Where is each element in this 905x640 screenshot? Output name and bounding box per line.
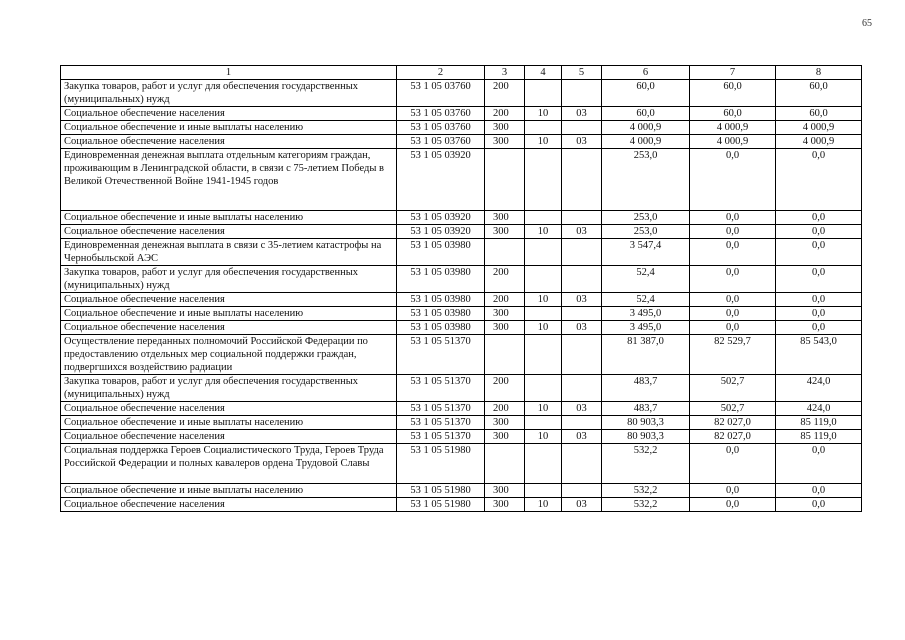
row-value-2021-cell: 4 000,9 [602,135,690,149]
row-vr-cell: 300 [485,321,525,335]
column-header: 7 [690,66,776,80]
row-value-2023-cell: 0,0 [776,484,862,498]
row-name-cell: Социальное обеспечение населения [61,293,397,307]
table-row [61,80,862,107]
row-section-cell: 10 [525,107,562,121]
row-value-2023-cell: 0,0 [776,293,862,307]
row-code-cell: 53 1 05 03920 [397,211,485,225]
row-section-cell [525,80,562,107]
table-row [61,266,862,293]
row-vr-cell [485,149,525,211]
table-row [61,121,862,135]
table-row [61,335,862,375]
row-value-2021-cell: 532,2 [602,484,690,498]
row-value-2022-cell: 82 529,7 [690,335,776,375]
row-subsection-cell [562,211,602,225]
row-value-2021-cell: 532,2 [602,498,690,512]
row-value-2023-cell: 0,0 [776,211,862,225]
row-name-cell: Закупка товаров, работ и услуг для обеспечения государственных (муниципальных) нужд [61,375,397,402]
row-subsection-cell [562,444,602,484]
row-vr-cell [485,335,525,375]
row-vr-cell [485,239,525,266]
table-row [61,484,862,498]
column-header: 3 [485,66,525,80]
row-subsection-cell [562,149,602,211]
row-vr-cell: 300 [485,430,525,444]
row-name-cell: Социальное обеспечение населения [61,135,397,149]
row-name-cell: Социальное обеспечение населения [61,321,397,335]
row-subsection-cell: 03 [562,498,602,512]
row-section-cell: 10 [525,293,562,307]
row-section-cell: 10 [525,430,562,444]
row-name-cell: Социальное обеспечение и иные выплаты населению [61,307,397,321]
row-value-2021-cell: 4 000,9 [602,121,690,135]
table-row [61,239,862,266]
row-value-2023-cell: 0,0 [776,266,862,293]
row-code-cell: 53 1 05 03760 [397,80,485,107]
row-value-2022-cell: 60,0 [690,80,776,107]
row-name-cell: Закупка товаров, работ и услуг для обеспечения государственных (муниципальных) нужд [61,80,397,107]
row-subsection-cell [562,266,602,293]
row-code-cell: 53 1 05 03760 [397,121,485,135]
row-code-cell: 53 1 05 03920 [397,149,485,211]
row-section-cell: 10 [525,402,562,416]
row-value-2021-cell: 253,0 [602,149,690,211]
row-value-2021-cell: 60,0 [602,80,690,107]
row-value-2023-cell: 60,0 [776,107,862,121]
row-value-2022-cell: 0,0 [690,239,776,266]
row-vr-cell [485,444,525,484]
row-section-cell [525,239,562,266]
row-name-cell: Социальное обеспечение и иные выплаты населению [61,211,397,225]
column-header: 4 [525,66,562,80]
row-name-cell: Социальная поддержка Героев Социалистического Труда, Героев Труда Российской Федерации и полных кавалеров ордена Трудовой Славы [61,444,397,484]
row-section-cell [525,484,562,498]
table-row [61,321,862,335]
row-value-2023-cell: 85 543,0 [776,335,862,375]
row-code-cell: 53 1 05 03980 [397,293,485,307]
row-vr-cell: 200 [485,80,525,107]
row-code-cell: 53 1 05 03760 [397,135,485,149]
row-value-2022-cell: 82 027,0 [690,430,776,444]
row-code-cell: 53 1 05 51980 [397,444,485,484]
table-row [61,107,862,121]
row-value-2022-cell: 0,0 [690,293,776,307]
page-number: 65 [862,18,872,29]
row-value-2022-cell: 4 000,9 [690,135,776,149]
row-code-cell: 53 1 05 03920 [397,225,485,239]
row-value-2023-cell: 4 000,9 [776,121,862,135]
row-value-2023-cell: 0,0 [776,307,862,321]
row-subsection-cell [562,80,602,107]
budget-table [60,65,862,512]
row-name-cell: Осуществление переданных полномочий Российской Федерации по предоставлению отдельных мер социальной поддержки граждан, подвергшихся воздействию радиации [61,335,397,375]
row-code-cell: 53 1 05 51370 [397,430,485,444]
table-row [61,149,862,211]
row-value-2023-cell: 424,0 [776,375,862,402]
row-value-2021-cell: 80 903,3 [602,416,690,430]
row-value-2021-cell: 253,0 [602,225,690,239]
row-value-2023-cell: 0,0 [776,498,862,512]
row-subsection-cell [562,375,602,402]
row-value-2022-cell: 0,0 [690,211,776,225]
row-vr-cell: 300 [485,307,525,321]
row-value-2021-cell: 52,4 [602,293,690,307]
row-value-2022-cell: 60,0 [690,107,776,121]
row-value-2022-cell: 502,7 [690,402,776,416]
table-row [61,211,862,225]
row-subsection-cell [562,121,602,135]
row-subsection-cell [562,307,602,321]
row-section-cell: 10 [525,498,562,512]
row-value-2022-cell: 0,0 [690,225,776,239]
row-value-2023-cell: 0,0 [776,149,862,211]
row-value-2023-cell: 0,0 [776,225,862,239]
row-vr-cell: 200 [485,375,525,402]
row-value-2023-cell: 424,0 [776,402,862,416]
row-value-2022-cell: 0,0 [690,266,776,293]
row-value-2023-cell: 4 000,9 [776,135,862,149]
row-value-2022-cell: 0,0 [690,484,776,498]
row-section-cell [525,266,562,293]
row-subsection-cell: 03 [562,135,602,149]
row-value-2022-cell: 0,0 [690,498,776,512]
table-row [61,430,862,444]
row-name-cell: Социальное обеспечение и иные выплаты населению [61,416,397,430]
row-subsection-cell [562,484,602,498]
row-name-cell: Единовременная денежная выплата в связи с 35-летием катастрофы на Чернобыльской АЭС [61,239,397,266]
row-vr-cell: 300 [485,498,525,512]
row-code-cell: 53 1 05 03980 [397,266,485,293]
row-name-cell: Социальное обеспечение населения [61,498,397,512]
table-row [61,444,862,484]
row-value-2021-cell: 3 547,4 [602,239,690,266]
row-subsection-cell: 03 [562,321,602,335]
row-vr-cell: 300 [485,484,525,498]
row-section-cell: 10 [525,135,562,149]
row-name-cell: Социальное обеспечение населения [61,430,397,444]
row-code-cell: 53 1 05 03980 [397,239,485,266]
row-value-2021-cell: 532,2 [602,444,690,484]
row-section-cell [525,375,562,402]
row-vr-cell: 300 [485,225,525,239]
row-value-2023-cell: 60,0 [776,80,862,107]
row-code-cell: 53 1 05 03980 [397,321,485,335]
row-value-2021-cell: 3 495,0 [602,321,690,335]
row-value-2023-cell: 0,0 [776,321,862,335]
row-section-cell [525,335,562,375]
row-value-2021-cell: 483,7 [602,375,690,402]
row-section-cell [525,444,562,484]
row-value-2023-cell: 0,0 [776,239,862,266]
row-code-cell: 53 1 05 51980 [397,484,485,498]
row-value-2022-cell: 0,0 [690,444,776,484]
row-section-cell [525,121,562,135]
row-vr-cell: 200 [485,293,525,307]
row-subsection-cell: 03 [562,402,602,416]
column-header: 2 [397,66,485,80]
row-vr-cell: 300 [485,121,525,135]
table-row [61,402,862,416]
row-value-2021-cell: 483,7 [602,402,690,416]
row-code-cell: 53 1 05 03760 [397,107,485,121]
row-subsection-cell [562,416,602,430]
row-vr-cell: 300 [485,416,525,430]
row-value-2021-cell: 52,4 [602,266,690,293]
column-header: 5 [562,66,602,80]
row-vr-cell: 300 [485,135,525,149]
table-row [61,293,862,307]
row-name-cell: Социальное обеспечение населения [61,402,397,416]
row-section-cell: 10 [525,225,562,239]
table-row [61,307,862,321]
row-subsection-cell: 03 [562,430,602,444]
column-header: 6 [602,66,690,80]
row-code-cell: 53 1 05 51370 [397,416,485,430]
row-name-cell: Социальное обеспечение и иные выплаты населению [61,121,397,135]
row-subsection-cell: 03 [562,225,602,239]
row-subsection-cell: 03 [562,293,602,307]
row-section-cell [525,149,562,211]
row-value-2021-cell: 253,0 [602,211,690,225]
row-value-2022-cell: 0,0 [690,149,776,211]
table-row [61,416,862,430]
row-subsection-cell: 03 [562,107,602,121]
row-name-cell: Закупка товаров, работ и услуг для обеспечения государственных (муниципальных) нужд [61,266,397,293]
row-vr-cell: 200 [485,266,525,293]
row-subsection-cell [562,335,602,375]
row-code-cell: 53 1 05 03980 [397,307,485,321]
row-value-2021-cell: 81 387,0 [602,335,690,375]
row-value-2022-cell: 82 027,0 [690,416,776,430]
row-section-cell [525,307,562,321]
row-section-cell [525,416,562,430]
row-value-2023-cell: 85 119,0 [776,416,862,430]
table-row [61,498,862,512]
row-value-2022-cell: 4 000,9 [690,121,776,135]
row-vr-cell: 200 [485,107,525,121]
row-code-cell: 53 1 05 51980 [397,498,485,512]
row-value-2022-cell: 0,0 [690,321,776,335]
row-section-cell [525,211,562,225]
table-row [61,135,862,149]
row-value-2021-cell: 80 903,3 [602,430,690,444]
table-row [61,375,862,402]
row-value-2022-cell: 502,7 [690,375,776,402]
row-name-cell: Социальное обеспечение населения [61,225,397,239]
row-code-cell: 53 1 05 51370 [397,335,485,375]
row-code-cell: 53 1 05 51370 [397,375,485,402]
row-value-2021-cell: 3 495,0 [602,307,690,321]
row-value-2021-cell: 60,0 [602,107,690,121]
row-section-cell: 10 [525,321,562,335]
table-body [61,66,862,512]
column-header: 1 [61,66,397,80]
row-name-cell: Социальное обеспечение населения [61,107,397,121]
row-subsection-cell [562,239,602,266]
row-vr-cell: 300 [485,211,525,225]
row-vr-cell: 200 [485,402,525,416]
row-value-2022-cell: 0,0 [690,307,776,321]
row-name-cell: Единовременная денежная выплата отдельным категориям граждан, проживающим в Ленинградской области, в связи с 75-летием Победы в Великой Отечественной Войне 1941-1945 годов [61,149,397,211]
table-header-row [61,66,862,80]
column-header: 8 [776,66,862,80]
row-value-2023-cell: 85 119,0 [776,430,862,444]
row-code-cell: 53 1 05 51370 [397,402,485,416]
row-value-2023-cell: 0,0 [776,444,862,484]
table-row [61,225,862,239]
row-name-cell: Социальное обеспечение и иные выплаты населению [61,484,397,498]
